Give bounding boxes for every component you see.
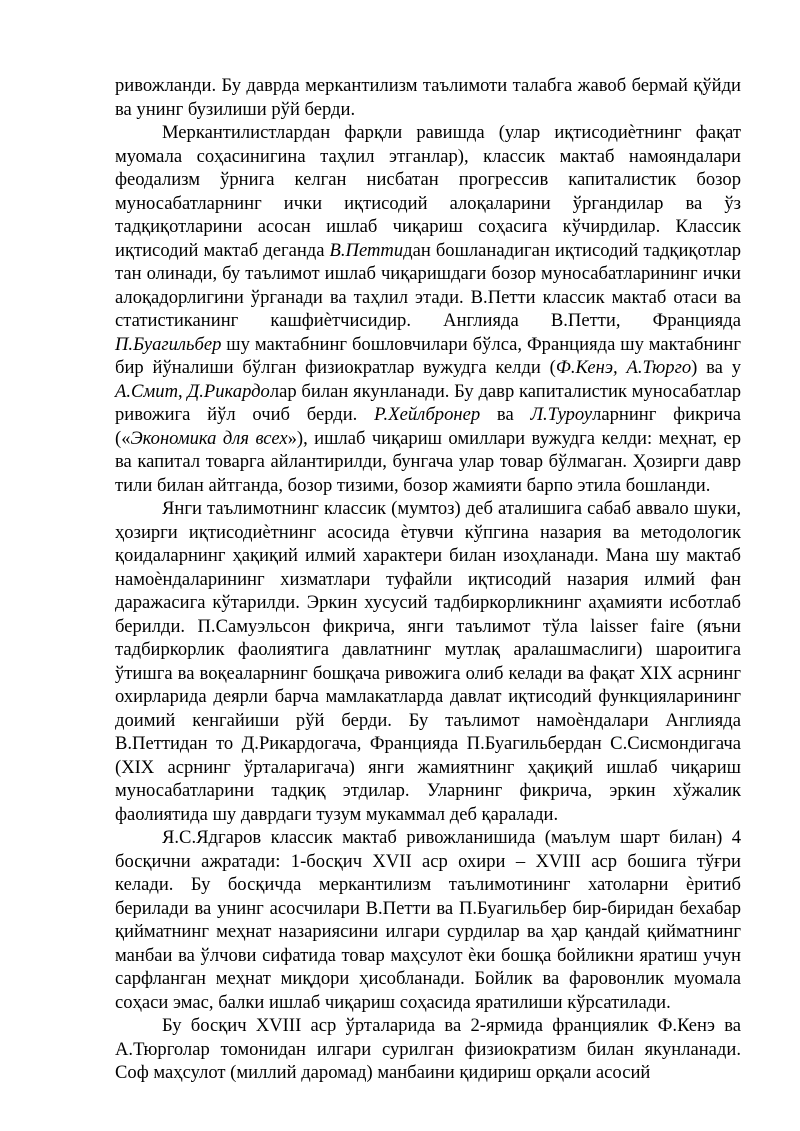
paragraph-physiocrats <box>115 1014 741 1085</box>
text-run: ларнинг фикрича (« <box>115 404 742 449</box>
text-run: Я.С.Ядгаров классик мактаб ривожланишида (маълум шарт билан) 4 босқични ажратади: 1-босқич XVII аср охири – XVIII аср бошига тўғри келади. Бу босқичда меркантилизм таълимотининг хатоларни ѐритиб берилади ва унинг асосчилари В.Петти ва П.Буагильбер бир-биридан бехабар қийматнинг меҳнат назариясини илгари сурдилар ва ҳар қандай қийматнинг манбаи ва ўлчови сифатида товар маҳсулот ѐки бошқа бойликни яратиш учун сарфланган меҳнат миқдори ҳисобланади. Бойлик ва фаровонлик муомала соҳаси эмас, балки ишлаб чиқариш соҳасида яратилиши кўрсатилади. <box>115 827 741 1013</box>
text-run: Меркантилистлардан фарқли равишда (улар иқтисодиѐтнинг фақат муомала соҳасинигина таҳлил этганлар), классик мактаб намояндалари феодализм ўрнига келган нисбатан прогрессив капиталистик бозор муносабатларнинг ички иқтисодий алоқаларини ўргандилар ва ўз тадқиқотларини асосан ишлаб чиқариш соҳасига кўчирдилар. Классик иқтисодий мактаб деганда <box>115 122 741 261</box>
italic-name: П.Буагильбер <box>115 333 222 355</box>
italic-name: Л.Туроу <box>530 404 593 425</box>
text-run: лар билан якунланади. Бу давр капиталистик муносабатлар ривожига йўл очиб берди. <box>115 380 741 425</box>
text-run: ) ва у <box>691 357 741 378</box>
document-page <box>115 74 741 1085</box>
text-run: , <box>178 380 188 402</box>
text-run: Янги таълимотнинг классик (мумтоз) деб аталишига сабаб аввало шуки, ҳозирги иқтисодиѐтнинг асосида ѐтувчи кўпгина назария ва методологик қоидаларнинг ҳақиқий илмий характери билан изоҳланади. Мана шу мактаб намоѐндаларининг хизматлари туфайли иқтисодий назария илмий фан даражасига кўтарилди. Эркин хусусий тадбиркорликнинг аҳамияти исботлаб берилди. П.Самуэльсон фикрича, янги таълимот тўла laisser faire (яъни тадбиркорлик фаолиятига давлатнинг мутлақ аралашмаслиги) шароитига ўтишга ва воқеаларнинг бошқача ривожига олиб келади ва фақат XIX асрнинг охирларида деярли барча мамлакатларда давлат иқтисодий функцияларининг доимий кенгайиши рўй берди. Бу таълимот намоѐндалари Англияда В.Петтидан то Д.Рикардогача, Францияда П.Буагильбердан С.Сисмондигача (XIX асрнинг ўрталаригача) янги жамиятнинг ҳақиқий ишлаб чиқариш муносабатларини тадқиқ этдилар. Уларнинг фикрича, эркин хўжалик фаолиятида шу даврдаги тузум мукаммал деб қаралади. <box>115 498 741 825</box>
italic-name: Р.Хейлбронер <box>374 404 481 425</box>
paragraph-four-stages <box>115 826 741 1014</box>
italic-name: А.Смит <box>115 380 178 402</box>
text-run: Бу босқич XVIII аср ўрталарида ва 2-ярмида франциялик Ф.Кенэ ва А.Тюрголар томонидан илгари сурилган физиократизм билан якунланади. Соф маҳсулот (миллий даромад) манбаини қидириш орқали асосий <box>115 1015 741 1083</box>
text-run: »), ишлаб чиқариш омиллари вужудга келди: меҳнат, ер ва капитал товарга айлантирилди, бунгача улар товар бўлмаган. Ҳозирги давр тили билан айтганда, бозор тизими, бозор жамияти барпо этила бошланди. <box>115 427 741 496</box>
italic-name: Ф.Кенэ, А.Тюрго <box>555 357 692 378</box>
italic-name: Д.Рикардо <box>187 380 270 402</box>
text-run: дан бошланадиган иқтисодий тадқиқотлар тан олинади, бу таълимот ишлаб чиқаришдаги бозор муносабатларининг ички алоқадорлигини ўрганади ва таҳлил этади. В.Петти классик мактаб отаси ва статистиканинг кашфиѐтчисидир. Англияда В.Петти, Францияда <box>115 239 741 331</box>
paragraph-classical-school <box>115 121 741 497</box>
text-run: ривожланди. Бу даврда меркантилизм таълимоти талабга жавоб бермай қўйди ва унинг бузилиши рўй берди. <box>115 75 741 120</box>
text-run: ва <box>480 404 531 425</box>
italic-name: В.Петти <box>329 239 404 261</box>
paragraph-new-doctrine <box>115 497 741 826</box>
paragraph-continuation <box>115 74 741 121</box>
italic-book-title: Экономика для всех <box>130 427 288 449</box>
text-run: шу мактабнинг бошловчилари бўлса, Францияда шу мактабнинг бир йўналиши бўлган физиократлар вужудга келди ( <box>115 333 741 378</box>
